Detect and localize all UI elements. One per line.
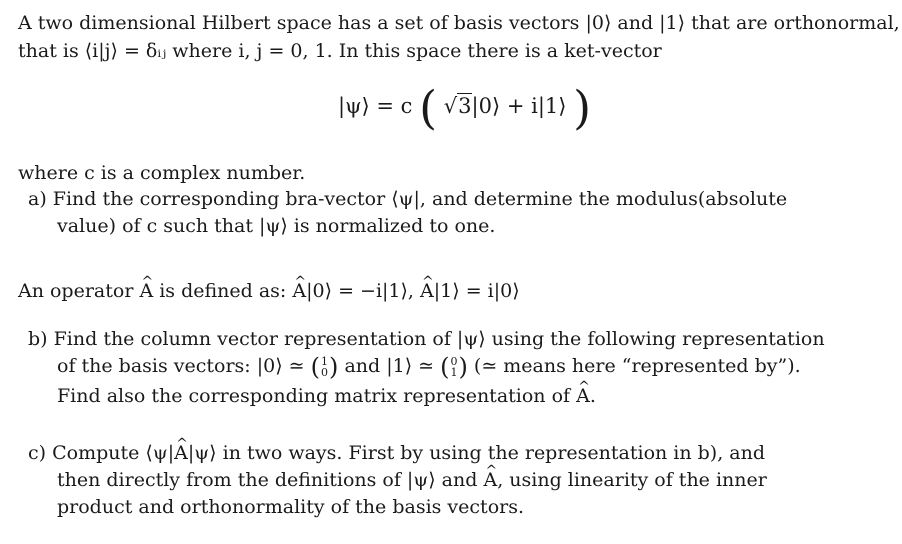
part-a-line-2: value) of c such that |ψ⟩ is normalized to one.: [57, 215, 496, 237]
equation-ket0: |0⟩ +: [471, 94, 532, 118]
part-b-line-1: b) Find the column vector representation of |ψ⟩ using the following representation: [28, 328, 825, 350]
part-b-line-3: [57, 383, 596, 409]
part-c-line-1-pre: c) Compute ⟨ψ|: [28, 442, 175, 464]
equation-ket1: i|1⟩: [531, 94, 567, 118]
part-c-line-2-post: , using linearity of the inner: [497, 469, 767, 491]
column-vector-0: ( 1 0 ): [310, 353, 339, 381]
part-c-A-hat: ^ A: [174, 440, 188, 466]
intro-line-1: A two dimensional Hilbert space has a set of basis vectors |0⟩ and |1⟩ that are orthonormal,: [18, 12, 900, 34]
part-c-line-1: [28, 440, 765, 466]
part-c-line-3: product and orthonormality of the basis vectors.: [57, 496, 525, 518]
intro-line-2: that is ⟨i|j⟩ = δᵢⱼ where i, j = 0, 1. In this space there is a ket-vector: [18, 40, 662, 62]
operator-A-hat-2: ^ A: [292, 278, 306, 304]
part-c-line-2-pre: then directly from the definitions of |ψ⟩ and: [57, 469, 484, 491]
column-vector-1: ( 0 1 ): [440, 353, 468, 381]
sqrt-argument: 3: [458, 94, 472, 118]
part-b-note: (≃ means here “represented by”).: [467, 355, 801, 377]
operator-mid: is defined as:: [153, 280, 293, 302]
operator-def-2: |1⟩ = i|0⟩: [433, 280, 520, 302]
part-b-basis-1: and |1⟩ ≃: [338, 355, 441, 377]
operator-def-1: |0⟩ = −i|1⟩,: [306, 280, 421, 302]
equation-lhs: |ψ⟩ = c: [338, 94, 413, 118]
vec1-top: 0: [450, 355, 458, 368]
right-paren: ): [573, 80, 592, 135]
operator-A-hat-3: ^ A: [420, 278, 434, 304]
vec1-bottom: 1: [450, 366, 458, 379]
operator-A-hat: ^ A: [139, 278, 153, 304]
left-paren: (: [419, 80, 438, 135]
part-b-line-2: [57, 353, 801, 379]
operator-prefix: An operator: [18, 280, 140, 302]
sqrt-three: √3: [443, 94, 472, 118]
ket-equation: [338, 80, 592, 135]
part-b-A-hat: ^ A: [576, 383, 590, 409]
where-line: where c is a complex number.: [18, 162, 306, 184]
part-b-period: .: [589, 385, 596, 407]
part-c-line-2: [57, 467, 767, 493]
part-c-A-hat-2: ^ A: [483, 467, 497, 493]
part-c-line-1-post: |ψ⟩ in two ways. First by using the representation in b), and: [187, 442, 766, 464]
part-a-line-1: a) Find the corresponding bra-vector ⟨ψ|, and determine the modulus(absolute: [28, 188, 788, 210]
vec0-top: 1: [321, 355, 329, 368]
vec0-bottom: 0: [321, 366, 329, 379]
part-b-basis-0: of the basis vectors: |0⟩ ≃: [57, 355, 311, 377]
operator-definition: [18, 278, 520, 304]
part-b-line-3-text: Find also the corresponding matrix representation of: [57, 385, 577, 407]
